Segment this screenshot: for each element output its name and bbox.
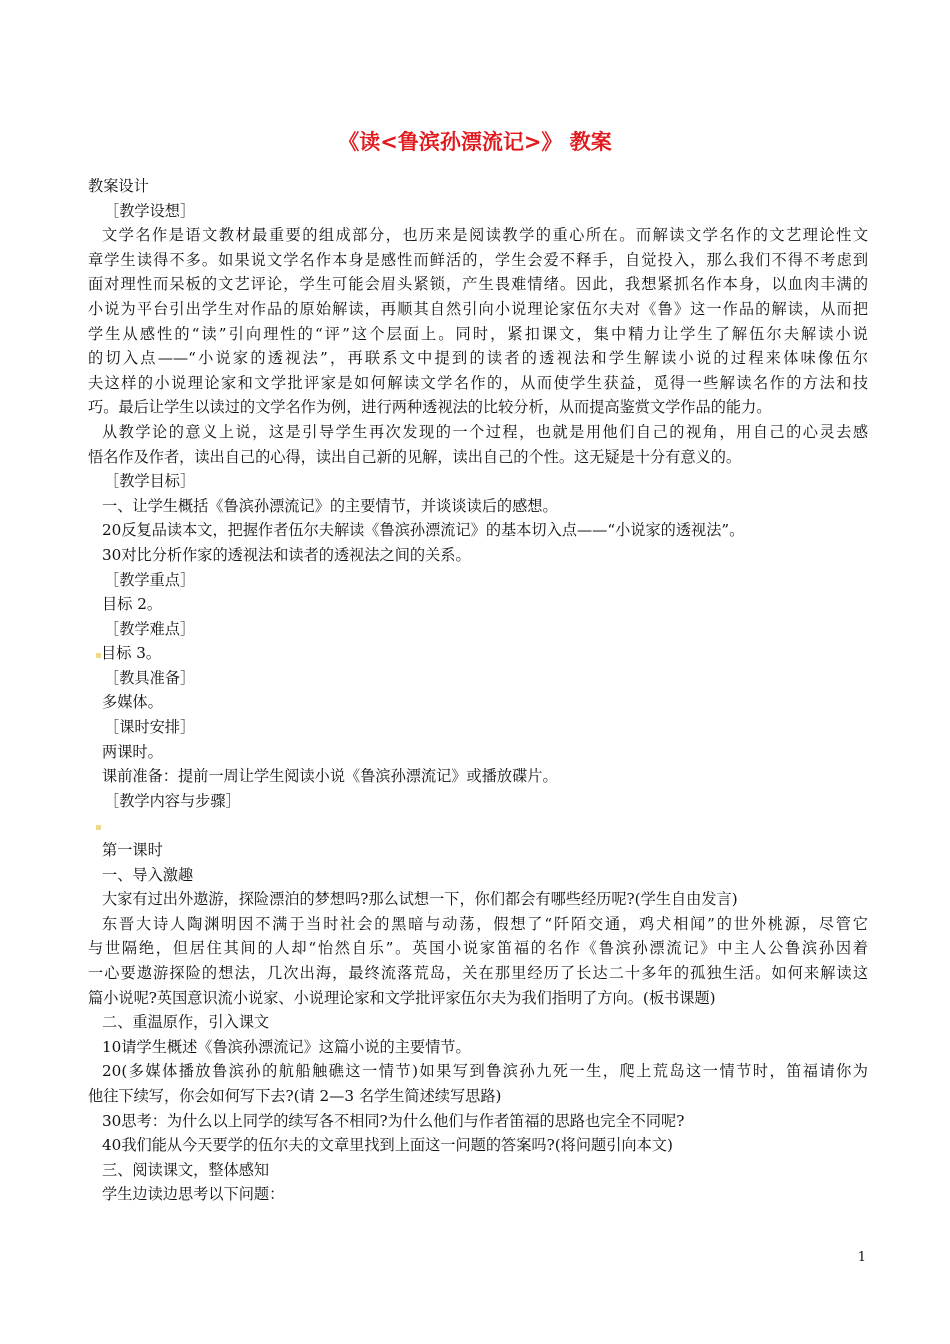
paragraph-line: 目标 3。 xyxy=(88,641,868,666)
section-heading: ［教学难点］ xyxy=(104,619,196,638)
list-item: 20(多媒体播放鲁滨孙的航船触礁这一情节)如果写到鲁滨孙九死一生，爬上荒岛这一情节时，笛福请你为 xyxy=(102,1062,868,1081)
paragraph-line: 夫这样的小说理论家和文学批评家是如何解读文学名作的，从而使学生获益，觅得一些解读名作的方法和技 xyxy=(88,373,868,392)
paragraph-line: 的切入点——“小说家的透视法”，再联系文中提到的读者的透视法和学生解读小说的过程来体味像伍尔 xyxy=(88,349,868,368)
paragraph-line: 课前准备：提前一周让学生阅读小说《鲁滨孙漂流记》或播放碟片。 xyxy=(102,767,558,786)
section-label: 教案设计 xyxy=(88,177,149,195)
step-heading: 三、阅读课文，整体感知 xyxy=(102,1160,270,1179)
section-heading: ［教具准备］ xyxy=(104,668,196,687)
step-heading: 一、导入激趣 xyxy=(102,865,194,884)
paragraph-line: 与世隔绝，但居住其间的人却“怡然自乐”。英国小说家笛福的名作《鲁滨孙漂流记》中主人公鲁滨孙因着 xyxy=(88,939,868,958)
paragraph-line: 他往下续写，你会如何写下去?(请 2—3 名学生简述续写思路) xyxy=(88,1086,502,1105)
paragraph-line: 面对理性而呆板的文艺评论，学生可能会眉头紧锁，产生畏难情绪。因此，我想紧抓名作本身，以血肉丰满的 xyxy=(88,275,868,294)
section-heading: ［课时安排］ xyxy=(104,718,196,737)
page-number: 1 xyxy=(857,1250,866,1265)
paragraph-line: 文学名作是语文教材最重要的组成部分，也历来是阅读教学的重心所在。而解读文学名作的文艺理论性文 xyxy=(102,226,868,245)
list-item: 30对比分析作家的透视法和读者的透视法之间的关系。 xyxy=(102,545,471,564)
paragraph-line: 悟名作及作者，读出自己的心得，读出自己新的见解，读出自己的个性。这无疑是十分有意义的。 xyxy=(88,447,742,466)
paragraph-line: 两课时。 xyxy=(102,742,163,761)
section-heading: ［教学设想］ xyxy=(104,201,196,220)
paragraph-line: 学生从感性的“读”引向理性的“评”这个层面上。同时，紧扣课文，集中精力让学生了解伍尔夫解读小说 xyxy=(88,324,868,343)
list-item: 一、让学生概括《鲁滨孙漂流记》的主要情节，并谈谈读后的感想。 xyxy=(102,496,558,515)
list-item: 10请学生概述《鲁滨孙漂流记》这篇小说的主要情节。 xyxy=(102,1037,471,1056)
section-heading: ［教学目标］ xyxy=(104,472,196,491)
paragraph-line: 多媒体。 xyxy=(102,693,163,712)
lesson-heading: 第一课时 xyxy=(102,841,163,860)
paragraph-line: 大家有过出外遨游，探险漂泊的梦想吗?那么试想一下，你们都会有哪些经历呢?(学生自由发言) xyxy=(102,890,738,909)
list-item: 40我们能从今天要学的伍尔夫的文章里找到上面这一问题的答案吗?(将问题引向本文) xyxy=(102,1136,673,1155)
document-body xyxy=(88,174,868,1207)
paragraph-line: 章学生读得不多。如果说文学名作本身是感性而鲜活的，学生会爱不释手，自觉投入，那么我们不得不考虑到 xyxy=(88,250,868,269)
paragraph-line: 小说为平台引出学生对作品的原始解读，再顺其自然引向小说理论家伍尔夫对《鲁》这一作品的解读，从而把 xyxy=(88,299,868,318)
list-item: 20反复品读本文，把握作者伍尔夫解读《鲁滨孙漂流记》的基本切入点——“小说家的透视法”。 xyxy=(102,521,745,540)
paragraph-line: 学生边读边思考以下问题： xyxy=(102,1185,285,1204)
spacer xyxy=(88,813,868,838)
section-heading: ［教学重点］ xyxy=(104,570,196,589)
section-heading: ［教学内容与步骤］ xyxy=(104,791,241,810)
paragraph-line: 巧。最后让学生以读过的文学名作为例，进行两种透视法的比较分析，从而提高鉴赏文学作品的能力。 xyxy=(88,398,772,417)
mark-dot xyxy=(96,825,101,830)
paragraph-line: 从教学论的意义上说，这是引导学生再次发现的一个过程，也就是用他们自己的视角，用自己的心灵去感 xyxy=(102,422,868,441)
document-title: 《读<鲁滨孙漂流记>》 教案 xyxy=(338,130,612,154)
paragraph-line: 篇小说呢?英国意识流小说家、小说理论家和文学批评家伍尔夫为我们指明了方向。(板书课题) xyxy=(88,988,716,1007)
paragraph-line: 目标 2。 xyxy=(102,595,163,614)
paragraph-line: 东晋大诗人陶渊明因不满于当时社会的黑暗与动荡，假想了“阡陌交通，鸡犬相闻”的世外桃源，尽管它 xyxy=(102,914,868,933)
list-item: 30思考：为什么以上同学的续写各不相同?为什么他们与作者笛福的思路也完全不同呢? xyxy=(102,1111,685,1130)
step-heading: 二、重温原作，引入课文 xyxy=(102,1013,270,1032)
paragraph-line: 一心要遨游探险的想法，几次出海，最终流落荒岛，关在那里经历了长达二十多年的孤独生活。如何来解读这 xyxy=(88,964,868,982)
